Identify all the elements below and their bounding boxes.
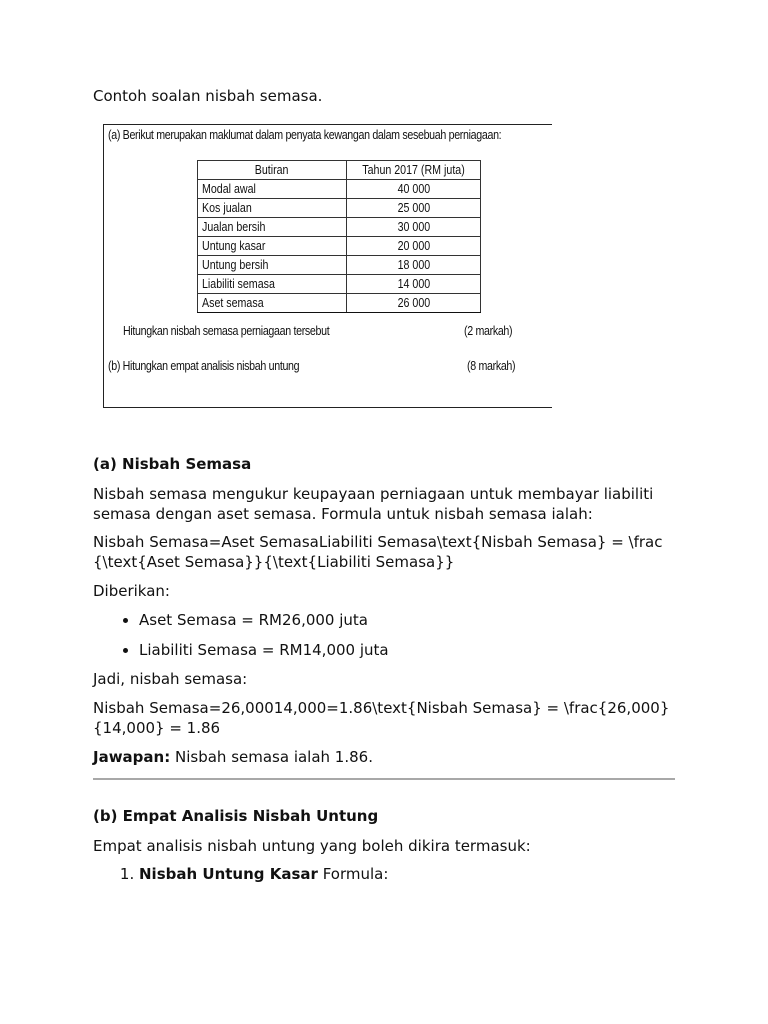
table-cell: Untung kasar (198, 237, 347, 256)
table-row (198, 218, 481, 237)
table-header: Butiran (198, 161, 347, 180)
table-cell: Kos jualan (198, 199, 347, 218)
calculation-text: Nisbah Semasa=26,00014,000=1.86\text{Nisbah Semasa} = \frac{26,000}{14,000} = 1.86 (93, 699, 670, 737)
ratio-title: Nisbah Untung Kasar (139, 865, 318, 883)
question-instruction: Hitungkan nisbah semasa perniagaan tersebut (123, 323, 330, 338)
intro-text: Contoh soalan nisbah semasa. (93, 87, 323, 105)
table-header-row (198, 161, 481, 180)
marks-a: (2 markah) (464, 323, 513, 338)
list-item: • Liabiliti Semasa = RM14,000 juta (139, 640, 721, 660)
marks-b: (8 markah) (467, 358, 516, 373)
question-part-a: (a) Berikut merupakan maklumat dalam penyata kewangan dalam sesebuah perniagaan: (108, 127, 502, 142)
table-row (198, 275, 481, 294)
answer-text: Nisbah semasa ialah 1.86. (170, 748, 373, 766)
table-row (198, 180, 481, 199)
table-cell: 26 000 (347, 294, 481, 313)
table-cell: Aset semasa (198, 294, 347, 313)
financial-table (197, 160, 481, 313)
table-cell: 18 000 (347, 256, 481, 275)
table-row (198, 256, 481, 275)
table-row (198, 199, 481, 218)
ratio-list (93, 864, 721, 884)
section-divider (93, 778, 675, 780)
list-item: • Aset Semasa = RM26,000 juta (139, 610, 721, 630)
table-cell: Jualan bersih (198, 218, 347, 237)
table-cell: Modal awal (198, 180, 347, 199)
given-label: Diberikan: (93, 582, 170, 600)
formula-text: Nisbah Semasa=Aset SemasaLiabiliti Semasa\text{Nisbah Semasa} = \frac{\text{Aset Semasa}}{\text{Liabiliti Semasa}} (93, 533, 663, 571)
table-cell: 25 000 (347, 199, 481, 218)
table-row (198, 237, 481, 256)
given-list (93, 610, 721, 660)
table-row (198, 294, 481, 313)
table-header: Tahun 2017 (RM juta) (347, 161, 481, 180)
answer-label: Jawapan: (93, 748, 171, 766)
section-a-heading: (a) Nisbah Semasa (93, 455, 252, 473)
answer-line (93, 747, 675, 767)
table-cell: 30 000 (347, 218, 481, 237)
table-cell: Liabiliti semasa (198, 275, 347, 294)
section-a-paragraph: Nisbah semasa mengukur keupayaan perniagaan untuk membayar liabiliti semasa dengan aset semasa. Formula untuk nisbah semasa ialah: (93, 485, 654, 523)
section-b-heading: (b) Empat Analisis Nisbah Untung (93, 807, 379, 825)
table-cell: Untung bersih (198, 256, 347, 275)
therefore-text: Jadi, nisbah semasa: (93, 670, 248, 688)
section-b-paragraph: Empat analisis nisbah untung yang boleh dikira termasuk: (93, 837, 531, 855)
table-cell: 20 000 (347, 237, 481, 256)
table-cell: 14 000 (347, 275, 481, 294)
ratio-suffix: Formula: (317, 865, 389, 883)
question-part-b: (b) Hitungkan empat analisis nisbah untung (108, 358, 300, 373)
question-image (103, 124, 552, 408)
list-item (139, 864, 721, 884)
table-cell: 40 000 (347, 180, 481, 199)
